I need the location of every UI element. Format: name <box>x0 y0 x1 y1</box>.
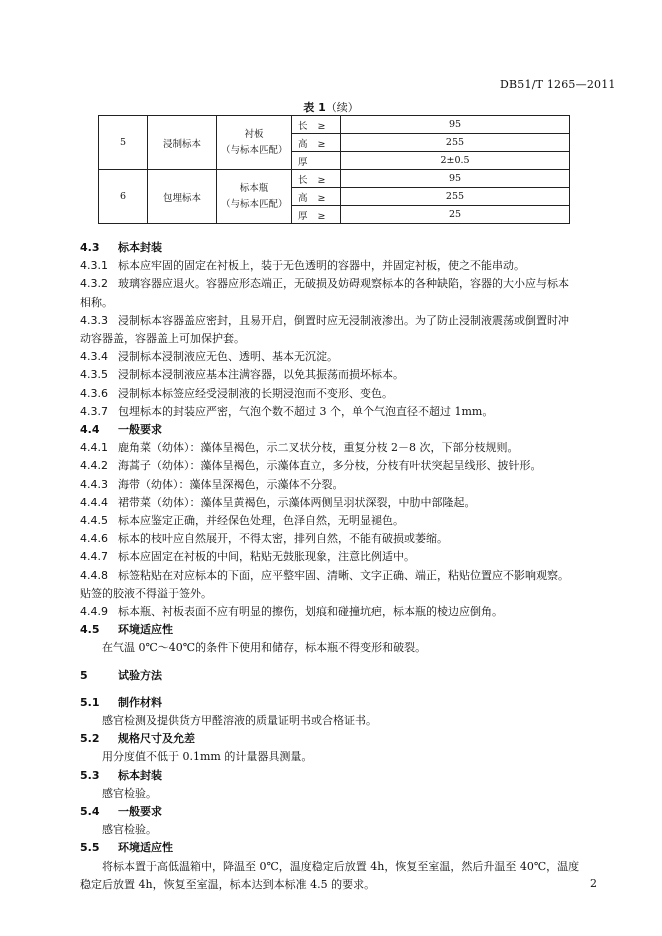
material-note: （与标本匹配） <box>221 198 288 210</box>
body-line <box>80 276 602 292</box>
clause-text: 裙带菜（幼体）：藻体呈黄褐色，示藻体两侧呈羽状深裂，中肋中部隆起。 <box>118 495 476 509</box>
clause-number: 4.4.5 <box>80 514 108 527</box>
body-line <box>80 258 602 274</box>
heading-text: 标本封装 <box>118 768 162 782</box>
dimension-label: 长 <box>298 120 308 132</box>
clause-number: 4.3.6 <box>80 386 108 400</box>
clause-number: 4.4.7 <box>80 550 108 564</box>
clause-text: 感官检验。 <box>102 823 157 837</box>
heading-text: 一般要求 <box>118 423 162 436</box>
heading-text: 标本封装 <box>118 241 162 254</box>
dimension-value: 95 <box>341 170 570 188</box>
heading-text: 试验方法 <box>118 668 162 682</box>
clause-number: 4.3.3 <box>80 313 108 327</box>
body-line <box>80 586 602 602</box>
section-heading <box>80 840 602 856</box>
material-name: 衬板 <box>244 128 264 140</box>
clause-text: 稳定后放置 4h，恢复至室温，标本达到本标准 4.5 的要求。 <box>80 877 376 891</box>
body-line <box>80 440 602 456</box>
dimension-symbol: ≥ <box>317 210 326 222</box>
body-line <box>80 313 602 329</box>
dimension-value: 255 <box>341 188 570 206</box>
clause-number: 4.4 <box>80 423 100 436</box>
section-heading <box>80 768 602 784</box>
clause-text: 海带（幼体）：藻体呈深褐色，示藻体不分裂。 <box>118 477 344 491</box>
clause-text: 感官检测及提供货方甲醛溶液的质量证明书或合格证书。 <box>102 714 377 727</box>
clause-text: 将标本置于高低温箱中，降温至 0℃，温度稳定后放置 4h，恢复至室温，然后升温至 40℃，温度 <box>102 859 580 873</box>
body-line <box>80 404 602 420</box>
dimension-cell <box>292 152 341 170</box>
clause-number: 4.4.3 <box>80 477 108 491</box>
heading-text: 规格尺寸及允差 <box>118 732 195 746</box>
dimension-value: 25 <box>341 206 570 224</box>
section-heading <box>80 804 602 820</box>
section-heading <box>80 622 602 638</box>
dimension-cell <box>292 170 341 188</box>
dimension-symbol: ≥ <box>317 120 326 132</box>
item-name: 浸制标本 <box>148 116 217 170</box>
table-caption <box>0 99 662 115</box>
clause-number: 5.3 <box>80 768 100 782</box>
clause-text: 浸制标本浸制液应基本注满容器，以免其振荡而损坏标本。 <box>118 368 404 382</box>
dimension-cell <box>292 206 341 224</box>
dimension-label: 高 <box>298 138 308 150</box>
body-line <box>80 640 602 656</box>
table-caption-suffix: （续） <box>325 101 359 114</box>
body-line <box>80 458 602 474</box>
clause-number: 4.3 <box>80 241 100 254</box>
material-cell <box>217 116 292 170</box>
clause-number: 4.4.8 <box>80 568 108 582</box>
body-line <box>80 295 602 311</box>
clause-text: 标本的枝叶应自然展开，不得太密，排列自然，不能有破损或萎缩。 <box>118 532 448 546</box>
body-line <box>80 713 602 729</box>
body-line <box>80 386 602 402</box>
body-line <box>80 877 602 893</box>
clause-number: 4.4.9 <box>80 605 108 618</box>
clause-text: 标本瓶、衬板表面不应有明显的擦伤，划痕和碰撞坑疤，标本瓶的棱边应倒角。 <box>118 605 503 618</box>
clause-text: 浸制标本浸制液应无色、透明、基本无沉淀。 <box>118 350 338 364</box>
body-line <box>80 822 602 838</box>
clause-number: 5.2 <box>80 732 100 746</box>
clause-number: 4.3.5 <box>80 368 108 382</box>
clause-number: 4.4.2 <box>80 459 108 473</box>
material-name: 标本瓶 <box>239 182 269 194</box>
clause-number: 4.5 <box>80 623 100 637</box>
clause-number: 5 <box>80 668 88 682</box>
dimension-label: 厚 <box>298 156 308 168</box>
dimension-value: 95 <box>341 116 570 134</box>
clause-text: 包埋标本的封装应严密，气泡个数不超过 3 个，单个气泡直径不超过 1mm。 <box>118 404 494 418</box>
section-heading <box>80 240 602 256</box>
dimension-symbol: ≥ <box>317 192 326 204</box>
body-line <box>80 859 602 875</box>
dimension-label: 高 <box>298 192 308 204</box>
clause-number: 4.4.1 <box>80 441 108 455</box>
body-line <box>80 349 602 365</box>
body-line <box>80 495 602 511</box>
clause-number: 5.4 <box>80 805 100 818</box>
clause-text: 玻璃容器应退火。容器应形态端正，无破损及妨碍观察标本的各种缺陷，容器的大小应与标本 <box>118 277 569 291</box>
body-line <box>80 568 602 584</box>
heading-text: 一般要求 <box>118 805 162 818</box>
material-note: （与标本匹配） <box>221 144 288 156</box>
dimension-value: 255 <box>341 134 570 152</box>
clause-text: 鹿角菜（幼体）：藻体呈褐色，示二叉状分枝，重复分枝 2－8 次，下部分枝规则。 <box>118 441 519 455</box>
clause-number: 5.5 <box>80 841 100 855</box>
clause-number: 4.4.4 <box>80 495 108 509</box>
body-line <box>80 513 602 529</box>
clause-text: 标本应鉴定正确，并经保色处理，色泽自然，无明显褪色。 <box>118 514 404 527</box>
table-row <box>99 170 570 188</box>
clause-number: 4.3.2 <box>80 277 108 291</box>
clause-text: 浸制标本容器盖应密封，且易开启，倒置时应无浸制液渗出。为了防止浸制液震荡或倒置时冲 <box>118 313 569 327</box>
dimension-symbol: ≥ <box>317 138 326 150</box>
clause-text: 相称。 <box>80 295 113 309</box>
clause-text: 标本应牢固的固定在衬板上，装于无色透明的容器中，并固定衬板，使之不能串动。 <box>118 259 525 273</box>
section-heading <box>80 695 602 711</box>
body-line <box>80 331 602 347</box>
body-line <box>80 604 602 620</box>
clause-number: 4.3.4 <box>80 350 108 364</box>
page-number: 2 <box>590 877 597 890</box>
spec-table <box>98 115 570 224</box>
table-row <box>99 116 570 134</box>
clause-text: 感官检验。 <box>102 786 157 800</box>
clause-number: 4.4.6 <box>80 532 108 546</box>
document-id: DB51/T 1265—2011 <box>500 78 616 91</box>
clause-text: 贴签的胶液不得溢于签外。 <box>80 586 212 600</box>
table-caption-label: 表 1 <box>303 101 326 114</box>
heading-text: 环境适应性 <box>118 623 173 637</box>
dimension-value: 2±0.5 <box>341 152 570 170</box>
row-number: 5 <box>99 116 148 170</box>
section-heading <box>80 422 602 438</box>
body-line <box>80 786 602 802</box>
item-name: 包埋标本 <box>148 170 217 224</box>
dimension-cell <box>292 116 341 134</box>
row-number: 6 <box>99 170 148 224</box>
section-heading <box>80 731 602 747</box>
clause-text: 动容器盖，容器盖上可加保护套。 <box>80 332 245 345</box>
clause-number: 4.3.7 <box>80 404 108 418</box>
section-heading <box>80 668 602 684</box>
dimension-label: 厚 <box>298 210 308 222</box>
clause-text: 在气温 0℃～40℃的条件下使用和储存，标本瓶不得变形和破裂。 <box>102 641 427 655</box>
body-line <box>80 549 602 565</box>
dimension-cell <box>292 188 341 206</box>
clause-text: 标签粘贴在对应标本的下面，应平整牢固、清晰、文字正确、端正，粘贴位置应不影响观察。 <box>118 568 569 582</box>
material-cell <box>217 170 292 224</box>
clause-text: 标本应固定在衬板的中间，粘贴无鼓胀现象，注意比例适中。 <box>118 550 415 564</box>
clause-text: 用分度值不低于 0.1mm 的计量器具测量。 <box>102 750 313 764</box>
body-line <box>80 367 602 383</box>
clause-text: 海蒿子（幼体）：藻体呈褐色，示藻体直立，多分枝，分枝有叶状突起呈线形、披针形。 <box>118 459 542 473</box>
heading-text: 环境适应性 <box>118 841 173 855</box>
dimension-cell <box>292 134 341 152</box>
dimension-symbol: ≥ <box>317 174 326 186</box>
body-line <box>80 477 602 493</box>
body-line <box>80 531 602 547</box>
heading-text: 制作材料 <box>118 695 162 709</box>
body-line <box>80 749 602 765</box>
clause-number: 4.3.1 <box>80 259 108 273</box>
clause-number: 5.1 <box>80 695 100 709</box>
dimension-label: 长 <box>298 174 308 186</box>
clause-text: 浸制标本标签应经受浸制液的长期浸泡而不变形、变色。 <box>118 386 393 400</box>
